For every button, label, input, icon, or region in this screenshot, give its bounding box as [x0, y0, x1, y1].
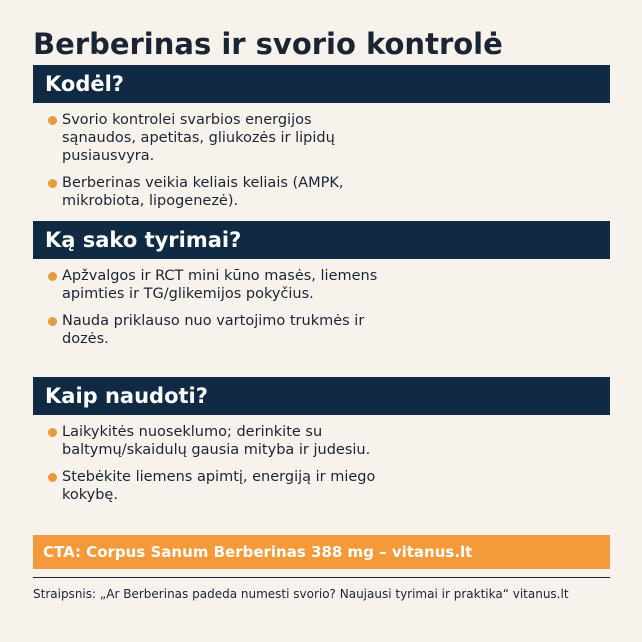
source-citation: Straipsnis: „Ar Berberinas padeda numesti svorio? Naujausi tyrimai ir praktika“ vitanus.lt: [33, 587, 569, 601]
list-item: [33, 468, 610, 504]
list-item: [33, 312, 610, 348]
section-heading-naudoti: Kaip naudoti?: [33, 377, 610, 415]
cta-banner[interactable]: CTA: Corpus Sanum Berberinas 388 mg – vitanus.lt: [33, 535, 610, 569]
bullet-dot-icon: [48, 179, 57, 188]
section-bullets-tyrimai: [33, 267, 610, 348]
bullet-dot-icon: [48, 317, 57, 326]
page-title: Berberinas ir svorio kontrolė: [33, 27, 503, 61]
bullet-dot-icon: [48, 116, 57, 125]
bullet-text: Berberinas veikia keliais keliais (AMPK, mikrobiota, lipogenezė).: [62, 175, 344, 209]
list-item: [33, 423, 610, 459]
section-heading-tyrimai: Ką sako tyrimai?: [33, 221, 610, 259]
list-item: [33, 111, 610, 165]
bullet-text: Apžvalgos ir RCT mini kūno masės, liemens apimties ir TG/glikemijos pokyčius.: [62, 268, 378, 302]
bullet-text: Stebėkite liemens apimtį, energiją ir miego kokybę.: [62, 469, 376, 503]
section-bullets-kodel: [33, 111, 610, 210]
list-item: [33, 174, 610, 210]
list-item: [33, 267, 610, 303]
divider: [33, 577, 610, 578]
bullet-text: Laikykitės nuoseklumo; derinkite su baltymų/skaidulų gausia mityba ir judesiu.: [62, 424, 371, 458]
bullet-dot-icon: [48, 473, 57, 482]
bullet-dot-icon: [48, 272, 57, 281]
bullet-dot-icon: [48, 428, 57, 437]
section-heading-kodel: Kodėl?: [33, 65, 610, 103]
section-bullets-naudoti: [33, 423, 610, 504]
bullet-text: Nauda priklauso nuo vartojimo trukmės ir dozės.: [62, 313, 365, 347]
bullet-text: Svorio kontrolei svarbios energijos sąnaudos, apetitas, gliukozės ir lipidų pusiausvyra.: [62, 112, 335, 164]
